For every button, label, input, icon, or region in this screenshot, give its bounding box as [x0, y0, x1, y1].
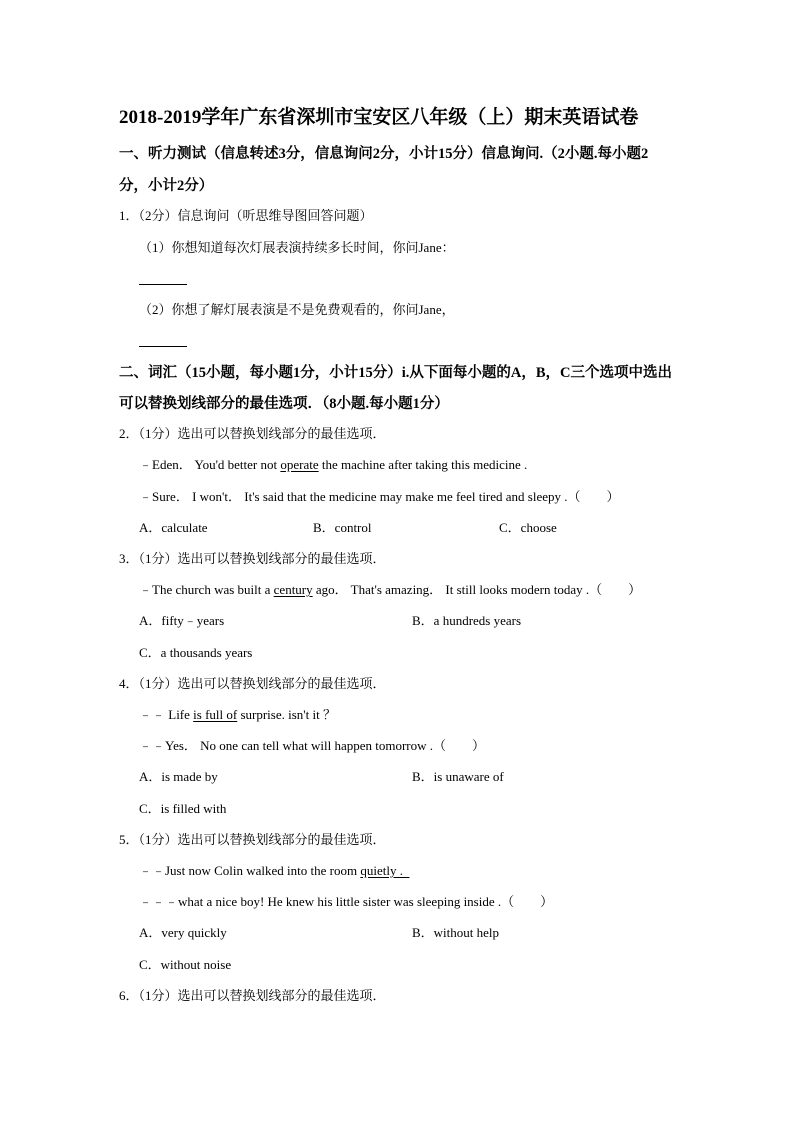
q4-underlined-phrase: is full of	[193, 707, 238, 722]
q2-dialog-text: ﹣Eden． You'd better not	[139, 457, 281, 472]
q2-option-c[interactable]: C．choose	[499, 520, 557, 535]
q4-option-b[interactable]: B．is unaware of	[412, 769, 504, 784]
q1-stem: 1．（2分）信息询问（听思维导图回答问题）	[119, 208, 373, 223]
q4-stem: 4．（1分）选出可以替换划线部分的最佳选项．	[119, 676, 386, 691]
q3-dialog-text: ago． That's amazing． It still looks modern today .（ ）	[312, 582, 642, 597]
q5-dialog-text: ﹣﹣Just now Colin walked into the room	[139, 863, 361, 878]
q1-answer-blank-2[interactable]	[139, 346, 187, 347]
q1-sub2: （2）你想了解灯展表演是不是免费观看的，你问Jane，	[139, 302, 455, 317]
q4-dialog-line1	[139, 706, 336, 724]
q3-option-c[interactable]: C．a thousands years	[139, 645, 253, 660]
q4-option-c[interactable]: C．is filled with	[139, 801, 227, 816]
q3-stem: 3．（1分）选出可以替换划线部分的最佳选项．	[119, 551, 386, 566]
q2-option-b[interactable]: B．control	[313, 520, 372, 535]
q3-dialog-line1	[139, 581, 641, 599]
q4-dialog-line2: ﹣﹣Yes． No one can tell what will happen tomorrow .（ ）	[139, 738, 486, 753]
q4-dialog-text: surprise. isn't it ？	[237, 707, 336, 722]
q3-option-b[interactable]: B．a hundreds years	[412, 613, 522, 628]
q4-option-a[interactable]: A．is made by	[139, 769, 218, 784]
section2-heading-line1: 二、词汇（15小题，每小题1分，小计15分）i.从下面每小题的A，B，C三个选项中选出	[119, 365, 673, 381]
page-title: 2018-2019学年广东省深圳市宝安区八年级（上）期末英语试卷	[119, 107, 639, 128]
q5-stem: 5．（1分）选出可以替换划线部分的最佳选项．	[119, 832, 386, 847]
q3-dialog-text: ﹣The church was built a	[139, 582, 274, 597]
q2-underlined-word: operate	[280, 457, 319, 472]
q1-sub1: （1）你想知道每次灯展表演持续多长时间，你问Jane：	[139, 240, 455, 255]
section1-heading-line2: 分，小计2分）	[119, 178, 214, 194]
q3-option-a[interactable]: A．fifty﹣years	[139, 613, 225, 628]
q2-dialog-line2: ﹣Sure． I won't． It's said that the medicine may make me feel tired and sleepy .（ ）	[139, 489, 620, 504]
section2-heading-line2: 可以替换划线部分的最佳选项．（8小题.每小题1分）	[119, 396, 449, 412]
q5-dialog-line2: ﹣﹣﹣what a nice boy! He knew his little sister was sleeping inside .（ ）	[139, 894, 554, 909]
q5-dialog-line1	[139, 862, 409, 880]
q2-dialog-line1	[139, 456, 527, 474]
q5-option-a[interactable]: A．very quickly	[139, 925, 227, 940]
q5-option-c[interactable]: C．without noise	[139, 957, 232, 972]
q5-option-b[interactable]: B．without help	[412, 925, 500, 940]
q2-dialog-text: the machine after taking this medicine .	[318, 457, 528, 472]
q5-underlined-word: quietly .	[360, 863, 403, 878]
q4-dialog-text: ﹣﹣ Life	[139, 707, 194, 722]
q2-stem: 2．（1分）选出可以替换划线部分的最佳选项．	[119, 426, 386, 441]
q1-answer-blank-1[interactable]	[139, 284, 187, 285]
q3-underlined-word: century	[273, 582, 313, 597]
section1-heading-line1: 一、听力测试（信息转述3分，信息询问2分，小计15分）信息询问.（2小题.每小题2	[119, 146, 649, 162]
q2-option-a[interactable]: A．calculate	[139, 520, 208, 535]
q6-stem: 6．（1分）选出可以替换划线部分的最佳选项．	[119, 988, 386, 1003]
